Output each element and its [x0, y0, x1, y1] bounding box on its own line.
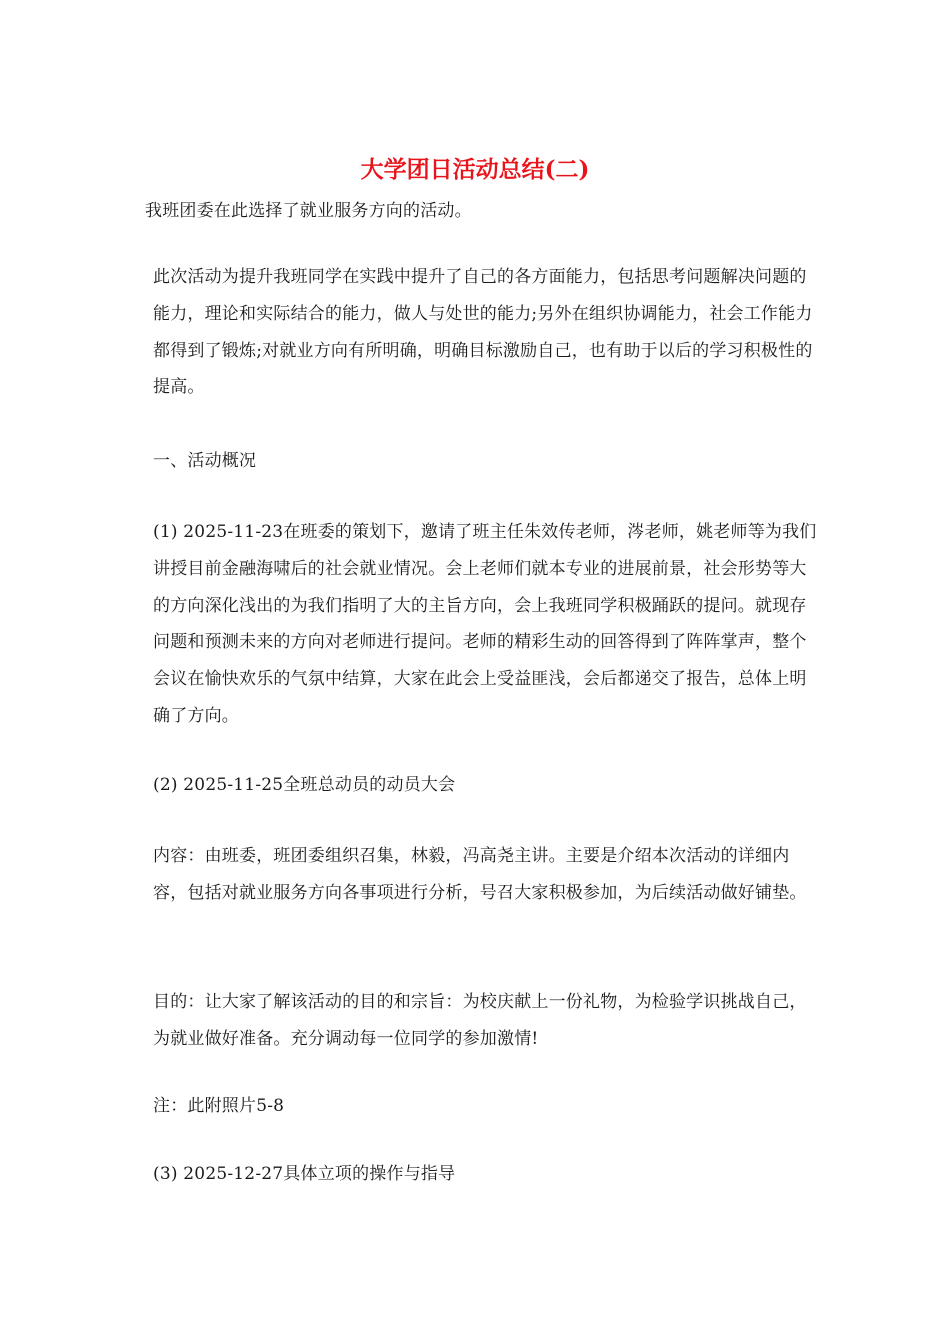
- paragraph-item-3: (3) 2025-12-27具体立项的操作与指导: [153, 1164, 456, 1184]
- document-title: 大学团日活动总结(二): [360, 156, 590, 183]
- paragraph-intro: 我班团委在此选择了就业服务方向的活动。: [145, 201, 472, 221]
- paragraph-content: 内容：由班委，班团委组织召集，林毅，冯高尧主讲。主要是介绍本次活动的详细内容，包括对就业服务方向各事项进行分析，号召大家积极参加，为后续活动做好铺垫。: [153, 846, 807, 903]
- paragraph-purpose: 目的：让大家了解该活动的目的和宗旨：为校庆献上一份礼物，为检验学识挑战自己，为就业做好准备。充分调动每一位同学的参加激情!: [153, 992, 807, 1049]
- paragraph-summary: 此次活动为提升我班同学在实践中提升了自己的各方面能力，包括思考问题解决问题的能力，理论和实际结合的能力，做人与处世的能力;另外在组织协调能力，社会工作能力都得到了锻炼;对就业方向有所明确，明确目标激励自己，也有助于以后的学习积极性的提高。: [153, 267, 813, 398]
- paragraph-item-1: (1) 2025-11-23在班委的策划下，邀请了班主任朱效传老师，涔老师，姚老师等为我们讲授目前金融海啸后的社会就业情况。会上老师们就本专业的进展前景，社会形势等大的方向深化浅出的为我们指明了大的主旨方向，会上我班同学积极踊跃的提问。就现存问题和预测未来的方向对老师进行提问。老师的精彩生动的回答得到了阵阵掌声，整个会议在愉快欢乐的气氛中结算，大家在此会上受益匪浅，会后都递交了报告，总体上明确了方向。: [153, 522, 817, 726]
- section-heading-overview: 一、活动概况: [153, 451, 257, 471]
- paragraph-item-2: (2) 2025-11-25全班总动员的动员大会: [153, 775, 456, 795]
- paragraph-note: 注：此附照片5-8: [153, 1096, 285, 1116]
